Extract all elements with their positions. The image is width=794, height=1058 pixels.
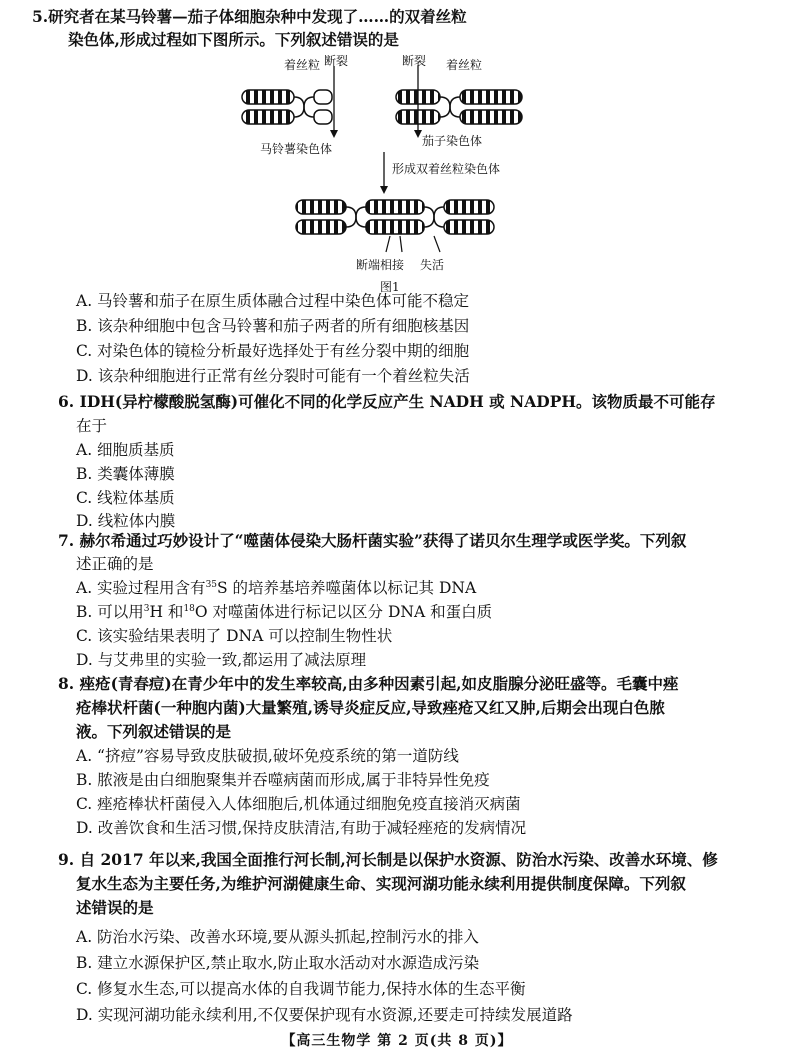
q9-option-b: B. 建立水源保护区,禁止取水,防止取水活动对水源造成污染 xyxy=(76,954,480,972)
q6-option-a: A. 细胞质基质 xyxy=(76,441,175,459)
q8-option-d: D. 改善饮食和生活习惯,保持皮肤清洁,有助于减轻痤疮的发病情况 xyxy=(76,819,527,837)
q5-option-b: B. 该杂种细胞中包含马铃薯和茄子两者的所有细胞核基因 xyxy=(76,317,470,335)
potato-chromosome xyxy=(242,90,332,124)
dicentric-chromosome xyxy=(296,200,494,234)
q5-option-c: C. 对染色体的镜检分析最好选择处于有丝分裂中期的细胞 xyxy=(76,342,470,360)
q6-option-b: B. 类囊体薄膜 xyxy=(76,465,175,483)
label-inactive: 失活 xyxy=(420,258,445,272)
label-eggplant-chromosome: 茄子染色体 xyxy=(422,134,483,148)
q7-stem-line1: 7. 赫尔希通过巧妙设计了“噬菌体侵染大肠杆菌实验”获得了诺贝尔生理学或医学奖。下列叙 xyxy=(58,531,687,550)
label-break-right: 断裂 xyxy=(402,54,427,68)
q9-option-c: C. 修复水生态,可以提高水体的自我调节能力,保持水体的生态平衡 xyxy=(76,980,526,998)
q5-option-a: A. 马铃薯和茄子在原生质体融合过程中染色体可能不稳定 xyxy=(76,292,470,310)
page-footer: 【高三生物学 第 2 页(共 8 页)】 xyxy=(281,1033,513,1049)
label-potato-chromosome: 马铃薯染色体 xyxy=(260,142,333,156)
q9-option-a: A. 防治水污染、改善水环境,要从源头抓起,控制污水的排入 xyxy=(76,928,479,946)
q9-stem-line3: 述错误的是 xyxy=(76,898,154,917)
q7-option-c: C. 该实验结果表明了 DNA 可以控制生物性状 xyxy=(76,627,393,645)
q8-stem-line2: 疮棒状杆菌(一种胞内菌)大量繁殖,诱导炎症反应,导致痤疮又红又肿,后期会出现白色脓 xyxy=(76,698,665,717)
q7-option-d: D. 与艾弗里的实验一致,都运用了减法原理 xyxy=(76,651,367,669)
label-process: 形成双着丝粒染色体 xyxy=(392,162,501,176)
q7-option-a: A. 实验过程用含有$^{35}$S 的培养基培养噬菌体以标记其 DNA xyxy=(76,579,477,597)
q7-stem-line2: 述正确的是 xyxy=(76,555,154,573)
label-break-left: 断裂 xyxy=(324,54,349,68)
figure-caption: 图1 xyxy=(380,280,400,294)
label-centromere-left: 着丝粒 xyxy=(284,58,321,72)
q6-option-d: D. 线粒体内膜 xyxy=(76,512,176,530)
label-centromere-right: 着丝粒 xyxy=(446,58,483,72)
q5-stem-line2: 染色体,形成过程如下图所示。下列叙述错误的是 xyxy=(68,30,399,49)
q6-option-c: C. 线粒体基质 xyxy=(76,489,175,507)
q9-option-d: D. 实现河湖功能永续利用,不仅要保护现有水资源,还要走可持续发展道路 xyxy=(76,1006,573,1024)
q5-stem-line1: 5.研究者在某马铃薯—茄子体细胞杂种中发现了……的双着丝粒 xyxy=(32,7,467,26)
q9-stem-line2: 复水生态为主要任务,为维护河湖健康生命、实现河湖功能永续利用提供制度保障。下列叙 xyxy=(76,874,686,893)
q8-option-c: C. 痤疮棒状杆菌侵入人体细胞后,机体通过细胞免疫直接消灭病菌 xyxy=(76,795,521,813)
eggplant-chromosome xyxy=(396,90,522,124)
q9-stem-line1: 9. 自 2017 年以来,我国全面推行河长制,河长制是以保护水资源、防治水污染、改善水环境、修 xyxy=(58,850,718,869)
q7-option-b: B. 可以用$^3$H 和$^{18}$O 对噬菌体进行标记以区分 DNA 和蛋白质 xyxy=(76,603,493,621)
q8-option-b: B. 脓液是由白细胞聚集并吞噬病菌而形成,属于非特异性免疫 xyxy=(76,771,490,789)
q8-stem-line3: 液。下列叙述错误的是 xyxy=(76,722,232,741)
q8-option-a: A. “挤痘”容易导致皮肤破损,破坏免疫系统的第一道防线 xyxy=(76,747,459,765)
label-join: 断端相接 xyxy=(356,258,405,272)
chromosome-figure xyxy=(230,52,550,300)
q6-stem-line1: 6. IDH(异柠檬酸脱氢酶)可催化不同的化学反应产生 NADH 或 NADPH。该物质最不可能存 xyxy=(58,392,716,411)
q8-stem-line1: 8. 痤疮(青春痘)在青少年中的发生率较高,由多种因素引起,如皮脂腺分泌旺盛等。毛囊中痤 xyxy=(58,674,679,693)
q6-stem-line2: 在于 xyxy=(76,417,108,435)
q5-option-d: D. 该杂种细胞进行正常有丝分裂时可能有一个着丝粒失活 xyxy=(76,367,470,385)
